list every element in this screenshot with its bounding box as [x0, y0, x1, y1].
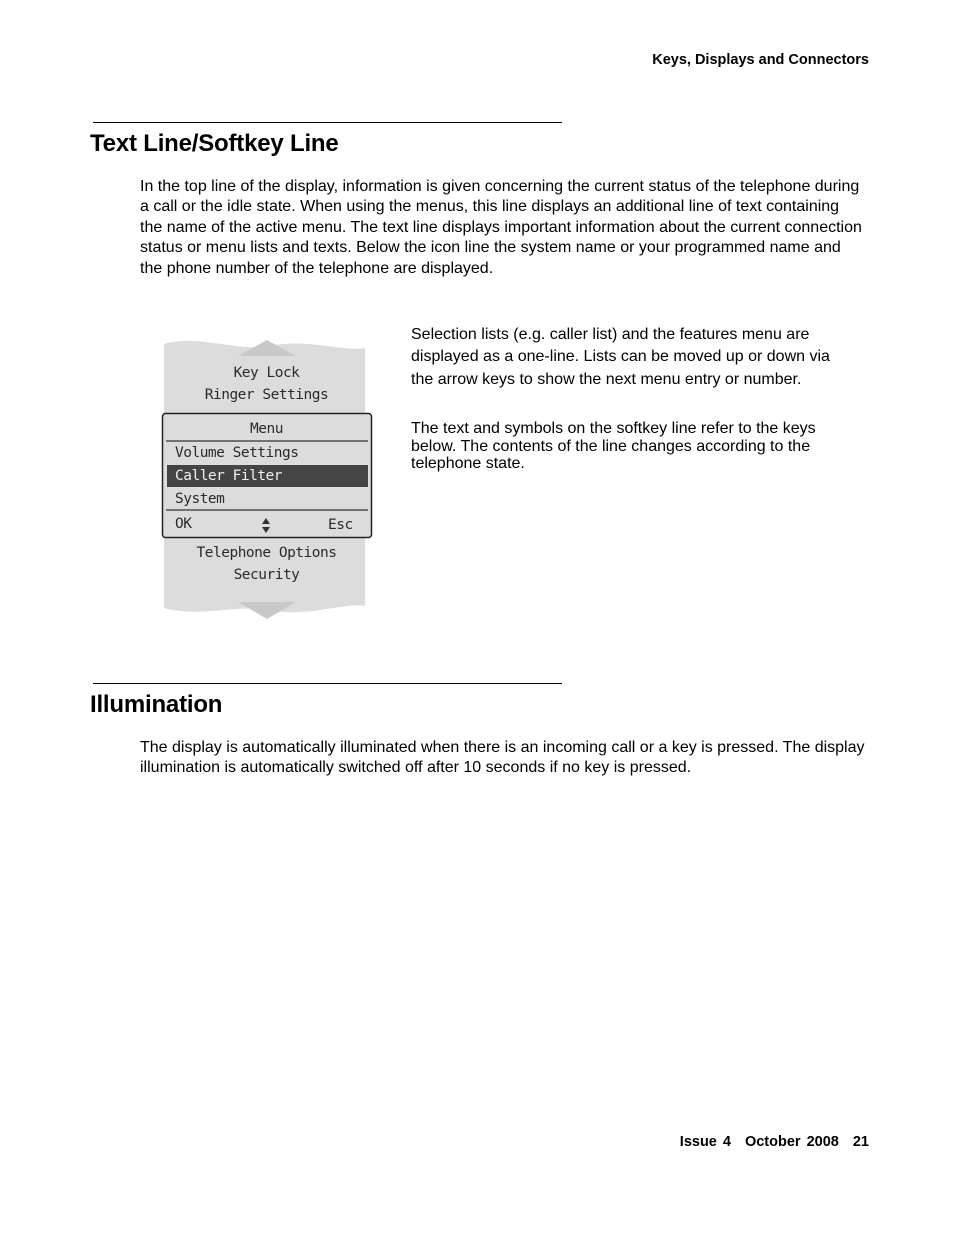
softkey-ok: OK — [175, 516, 192, 532]
softkey-line-text: The text and symbols on the softkey line refer to the keys below. The contents of the line changes according to the telephone state. — [411, 420, 816, 472]
footer-issue: Issue 4 — [679, 1134, 731, 1150]
softkey-esc: Esc — [328, 517, 353, 533]
section-rule — [93, 683, 562, 684]
section-body-illumination: The display is automatically illuminated when there is an incoming call or a key is pressed. The display illumination is automatically switched off after 10 seconds if no key is pressed. — [140, 739, 865, 777]
section-body-text-line: In the top line of the display, information is given concerning the current status of the telephone during a call or the idle state. When using the menus, this line displays an additional line of text containing the name of the active menu. The text line displays important information about the current connection status or menu lists and texts. Below the icon line the system name or your programmed name and the phone number of the telephone are displayed. — [140, 178, 862, 277]
menu-item-selected: Caller Filter — [175, 468, 282, 484]
menu-title: Menu — [250, 421, 283, 437]
footer-date: October 2008 — [744, 1134, 839, 1150]
section-heading-text-line: Text Line/Softkey Line — [90, 130, 339, 157]
running-header: Keys, Displays and Connectors — [652, 52, 869, 68]
list-entry-above: Ringer Settings — [204, 387, 329, 403]
section-heading-illumination: Illumination — [90, 691, 223, 718]
list-entry-below: Telephone Options — [196, 545, 337, 561]
selection-lists-text: Selection lists (e.g. caller list) and the features menu are displayed as a one-line. Lists can be moved up or down via the arrow keys to show the next menu entry or number. — [411, 326, 830, 388]
menu-item: Volume Settings — [175, 445, 299, 461]
list-entry-below: Security — [233, 567, 300, 583]
list-entry-above: Key Lock — [233, 365, 300, 381]
page-number: 21 — [852, 1134, 869, 1150]
menu-item: System — [175, 491, 225, 507]
page-footer — [666, 1134, 869, 1150]
phone-display-illustration — [158, 336, 373, 622]
section-rule — [93, 122, 562, 123]
